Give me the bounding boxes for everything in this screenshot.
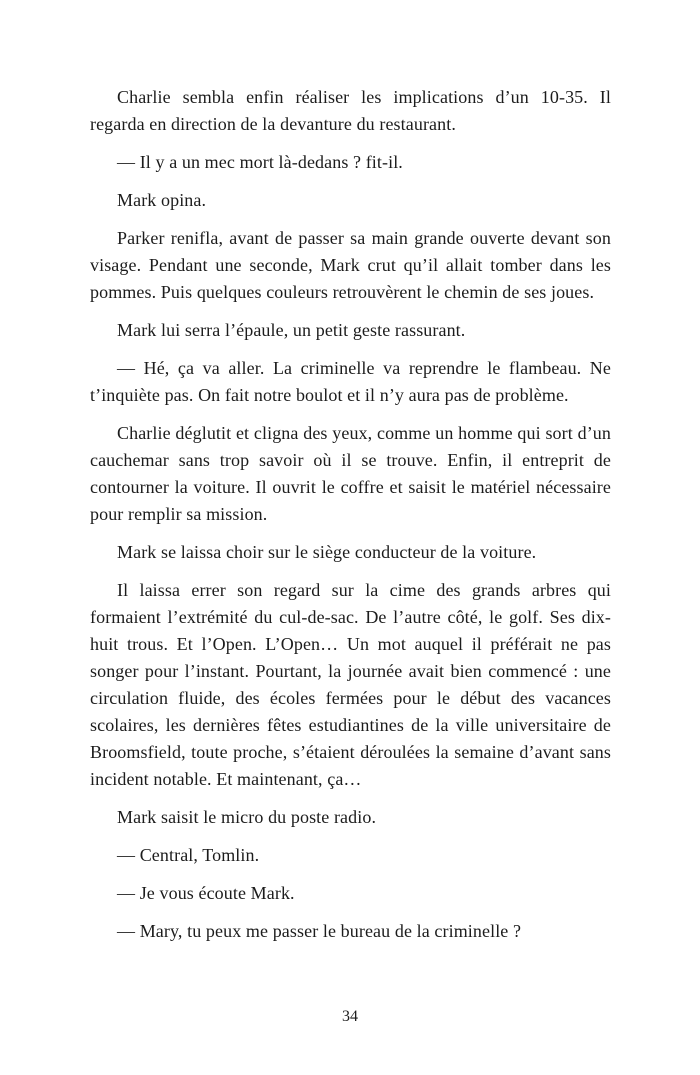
dialogue-paragraph: — Il y a un mec mort là-dedans ? fit-il. (117, 152, 403, 172)
paragraph: Mark saisit le micro du poste radio. (117, 807, 377, 827)
page-number: 34 (342, 1008, 358, 1025)
dialogue-paragraph: — Je vous écoute Mark. (117, 883, 295, 903)
dialogue-paragraph: — Mary, tu peux me passer le bureau de la criminelle ? (117, 921, 522, 941)
dialogue-paragraph: — Hé, ça va aller. La criminelle va reprendre le flambeau. Ne t’inquiète pas. On fait notre boulot et il n’y aura pas de problème. (90, 358, 611, 405)
dialogue-paragraph: — Central, Tomlin. (117, 845, 260, 865)
paragraph: Parker renifla, avant de passer sa main grande ouverte devant son visage. Pendant une seconde, Mark crut qu’il allait tomber dans les pommes. Puis quelques couleurs retrouvèrent le chemin de ses joues. (90, 228, 611, 302)
paragraph: Mark se laissa choir sur le siège conducteur de la voiture. (117, 542, 537, 562)
paragraph: Mark opina. (117, 190, 207, 210)
paragraph: Il laissa errer son regard sur la cime des grands arbres qui formaient l’extrémité du cul-de-sac. De l’autre côté, le golf. Ses dix-huit trous. Et l’Open. L’Open… Un mot auquel il préférait ne pas songer pour l’instant. Pourtant, la journée avait bien commencé : une circulation fluide, des écoles fermées pour le début des vacances scolaires, les dernières fêtes estudiantines de la ville universitaire de Broomsfield, toute proche, s’étaient déroulées la semaine d’avant sans incident notable. Et maintenant, ça… (90, 580, 611, 789)
paragraph: Charlie sembla enfin réaliser les implications d’un 10-35. Il regarda en direction de la devanture du restaurant. (90, 87, 611, 134)
body-text (90, 84, 611, 956)
paragraph: Charlie déglutit et cligna des yeux, comme un homme qui sort d’un cauchemar sans trop savoir où il se trouve. Enfin, il entreprit de contourner la voiture. Il ouvrit le coffre et saisit le matériel nécessaire pour remplir sa mission. (90, 423, 611, 524)
paragraph: Mark lui serra l’épaule, un petit geste rassurant. (117, 320, 466, 340)
